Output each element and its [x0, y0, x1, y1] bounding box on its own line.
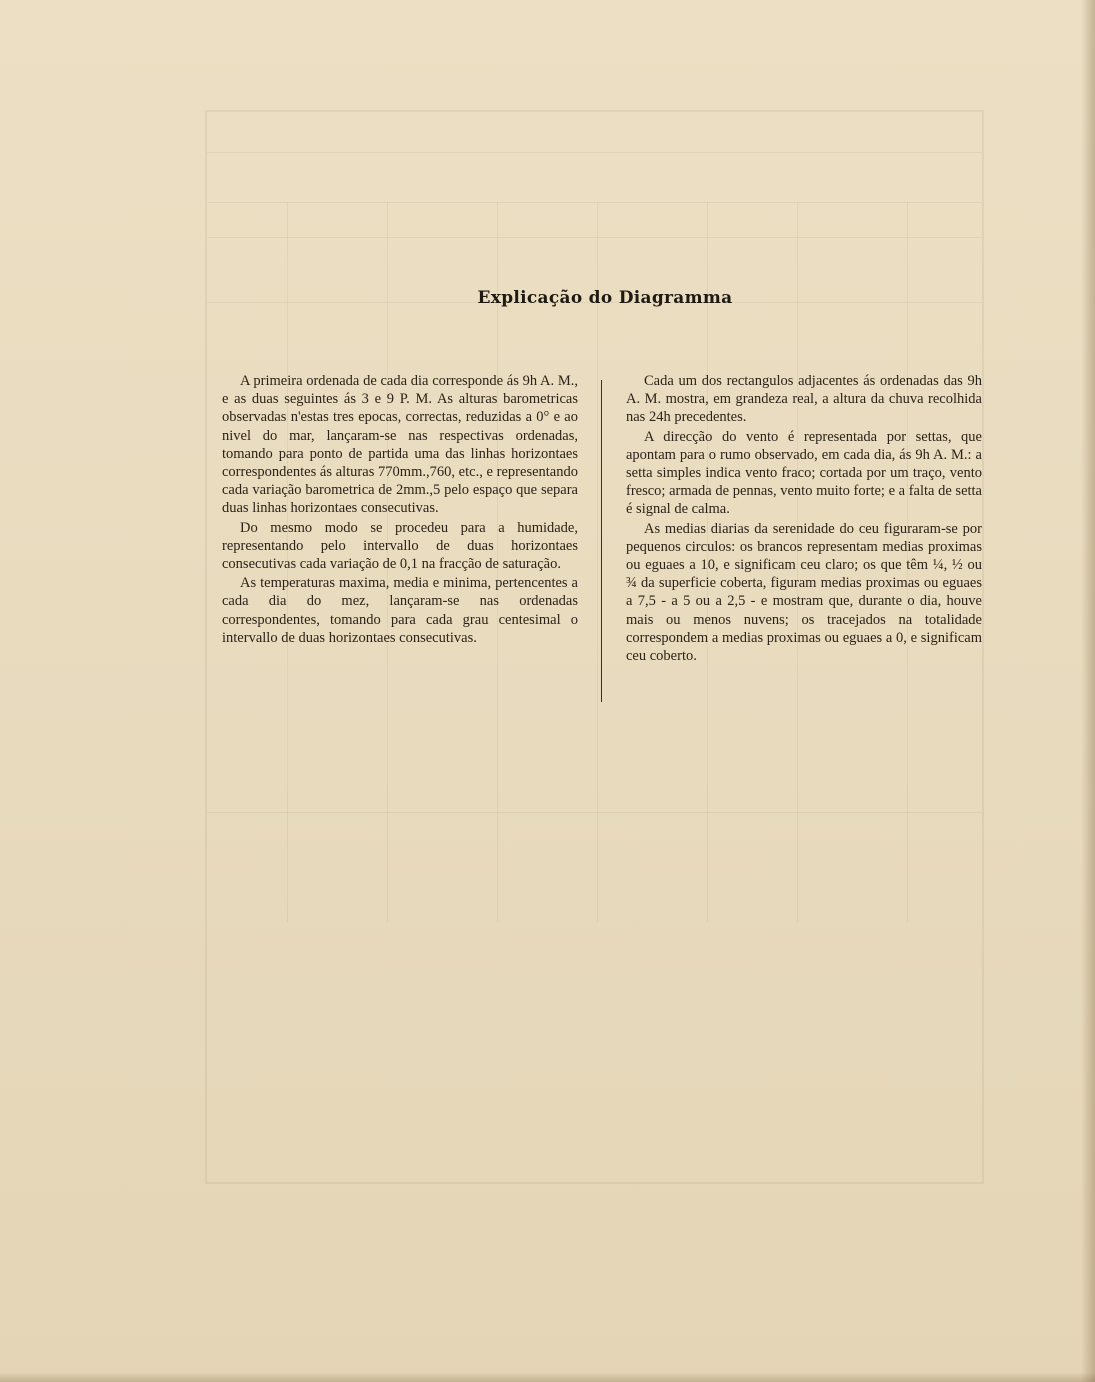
left-text-column	[222, 372, 578, 647]
paragraph-wind: A direcção do vento é representada por settas, que apontam para o rumo observado, em cada dia, ás 9h A. M.: a setta simples indica vento fraco; cortada por um traço, vento fresco; armada de pennas, vento muito forte; e a falta de setta é signal de calma.	[626, 428, 982, 518]
paragraph-humidity: Do mesmo modo se procedeu para a humidade, representando pelo intervallo de duas horizontaes consecutivas cada variação de 0,1 na fracção de saturação.	[222, 519, 578, 573]
paragraph-temperature: As temperaturas maxima, media e minima, pertencentes a cada dia do mez, lançaram-se nas ordenadas correspondentes, tomando para cada grau centesimal o intervallo de duas horizontaes consecutivas.	[222, 575, 578, 646]
right-text-column	[626, 372, 982, 665]
paragraph-barometer: A primeira ordenada de cada dia corresponde ás 9h A. M., e as duas seguintes ás 3 e 9 P. M. As alturas barometricas observadas n'estas tres epocas, correctas, reduzidas a 0° e ao nivel do mar, lançaram-se nas respectivas ordenadas, tomando para ponto de partida uma das linhas horizontaes correspondentes ás alturas 770mm.,760, etc., e representando cada variação barometrica de 2mm.,5 pelo espaço que separa duas linhas horizontaes consecutivas.	[222, 373, 578, 517]
page-title: Explicação do Diagramma	[477, 288, 733, 308]
paragraph-rain: Cada um dos rectangulos adjacentes ás ordenadas das 9h A. M. mostra, em grandeza real, a altura da chuva recolhida nas 24h precedentes.	[626, 373, 982, 426]
column-divider	[601, 380, 602, 702]
page-bottom-shadow	[0, 1372, 1095, 1382]
page-edge-shadow	[1081, 0, 1095, 1382]
paragraph-sky: As medias diarias da serenidade do ceu figuraram-se por pequenos circulos: os brancos representam medias proximas ou eguaes a 10, e significam ceu claro; os que têm ¼, ½ ou ¾ da superficie coberta, figuram medias proximas ou eguaes a 7,5 - a 5 ou a 2,5 - e mostram que, durante o dia, houve mais ou menos nuvens; os tracejados na totalidade correspondem a medias proximas ou eguaes a 0, e significam ceu coberto.	[626, 520, 982, 665]
